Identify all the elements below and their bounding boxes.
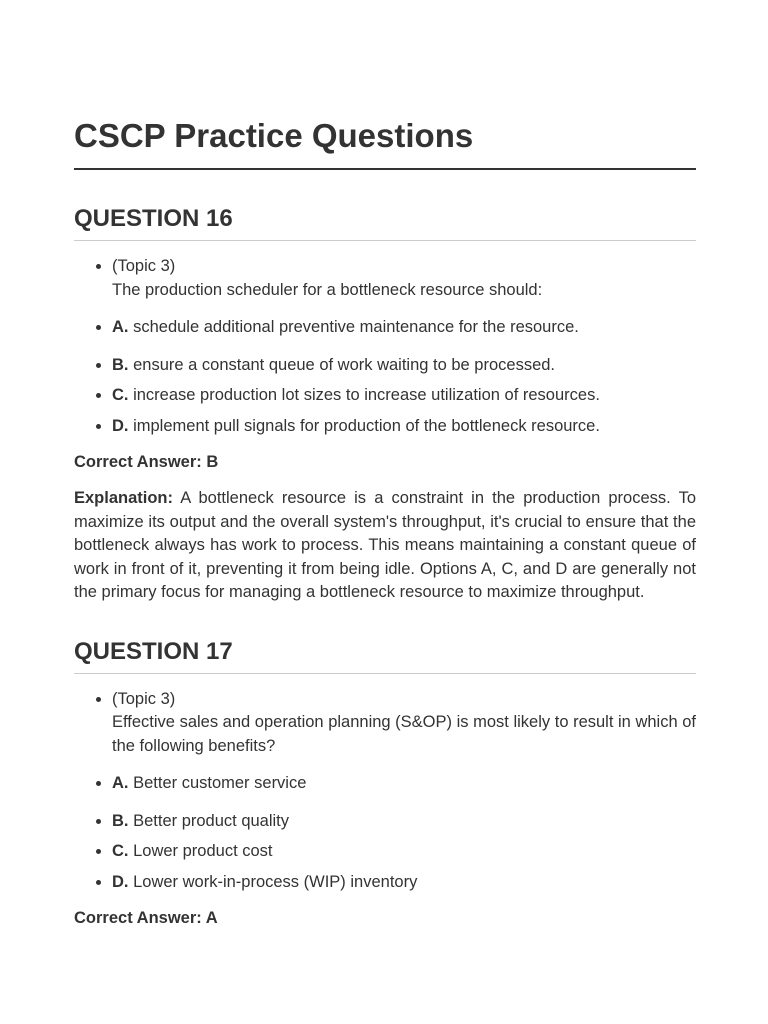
explanation bbox=[74, 487, 696, 605]
option-b bbox=[112, 810, 696, 834]
explanation-label: Explanation: bbox=[74, 489, 174, 507]
option-letter: C. bbox=[112, 386, 129, 404]
topic-label: • (Topic 3) bbox=[112, 257, 176, 275]
option-letter: D. bbox=[112, 416, 129, 435]
option-text: Better product quality bbox=[133, 811, 290, 830]
question-heading: QUESTION 17 bbox=[74, 635, 696, 674]
option-letter: B. bbox=[112, 811, 129, 830]
explanation-text: A bottleneck resource is a constraint in the production process. To maximize its output and the overall system's throughput, it's crucial to ensure that the bottleneck always has work to process. This means maintaining a constant queue of work in front of it, preventing it from being idle. Options A, C, and D are generally not the primary focus for managing a bottleneck resource to maximize throughput. bbox=[74, 489, 697, 602]
stem-text: The production scheduler for a bottleneck resource should: bbox=[112, 280, 543, 299]
correct-answer: Correct Answer: B bbox=[74, 453, 219, 471]
question-heading: QUESTION 16 bbox=[74, 202, 696, 241]
question-stem bbox=[112, 688, 696, 759]
document-content bbox=[74, 112, 696, 930]
option-c bbox=[112, 384, 696, 408]
option-text: implement pull signals for production of the bottleneck resource. bbox=[133, 416, 600, 435]
option-text: Better customer service bbox=[133, 774, 307, 793]
question-17 bbox=[74, 635, 696, 931]
option-letter: D. bbox=[112, 872, 129, 891]
option-letter: B. bbox=[112, 355, 129, 374]
option-letter: A. bbox=[112, 318, 129, 336]
question-stem bbox=[112, 255, 696, 302]
option-text: increase production lot sizes to increase utilization of resources. bbox=[133, 386, 600, 404]
option-letter: A. bbox=[112, 774, 129, 793]
question-list bbox=[74, 255, 696, 438]
option-b bbox=[112, 354, 696, 378]
option-c bbox=[112, 840, 696, 864]
option-a bbox=[112, 772, 696, 796]
option-text: schedule additional preventive maintenance for the resource. bbox=[133, 318, 579, 336]
option-text: Lower product cost bbox=[133, 842, 273, 861]
option-text: Lower work-in-process (WIP) inventory bbox=[133, 872, 418, 891]
topic-label: • (Topic 3) bbox=[112, 689, 176, 708]
page-title: CSCP Practice Questions bbox=[74, 112, 696, 170]
option-d bbox=[112, 415, 696, 439]
option-text: ensure a constant queue of work waiting to be processed. bbox=[133, 355, 556, 374]
option-letter: C. bbox=[112, 842, 129, 861]
stem-text: Effective sales and operation planning (S&OP) is most likely to result in which of the following benefits? bbox=[112, 713, 696, 755]
option-d bbox=[112, 871, 696, 895]
question-16 bbox=[74, 202, 696, 605]
question-list bbox=[74, 688, 696, 895]
correct-answer: Correct Answer: A bbox=[74, 909, 218, 928]
option-a bbox=[112, 316, 696, 340]
